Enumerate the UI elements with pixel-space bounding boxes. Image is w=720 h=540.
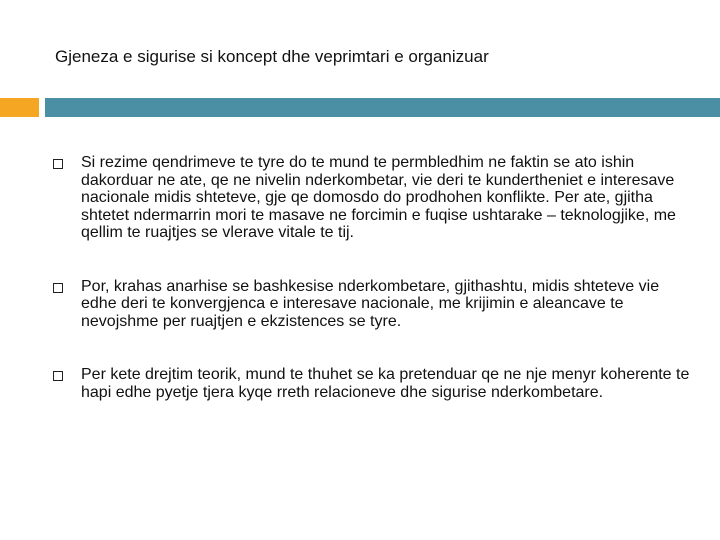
bullet-item bbox=[50, 366, 690, 401]
bullet-text: Por, krahas anarhise se bashkesise nderkombetare, gjithashtu, midis shteteve vie edhe deri te konvergjenca e interesave nacionale, me krijimin e aleancave te nevojshme per ruajtjen e ekzistences se tyre. bbox=[81, 277, 660, 330]
bullet-list bbox=[50, 154, 690, 401]
square-bullet-icon bbox=[53, 371, 63, 381]
slide-title: Gjeneza e sigurise si koncept dhe veprimtari e organizuar bbox=[55, 47, 489, 66]
bullet-item bbox=[50, 154, 690, 242]
bullet-text: Per kete drejtim teorik, mund te thuhet se ka pretenduar qe ne nje menyr koherente te hapi edhe pyetje tjera kyqe rreth relacioneve dhe sigurise nderkombetare. bbox=[81, 366, 690, 401]
bullet-item bbox=[50, 278, 690, 331]
bullet-text: Si rezime qendrimeve te tyre do te mund te permbledhim ne faktin se ato ishin dakorduar ne ate, qe ne nivelin nderkombetar, vie deri te kunderthеniet e interesave nacionale midis shteteve, gje qe domosdo do prodhohen konflikte. Per ate, gjitha shtetet ndermarrin mori te masave ne forcimin e fuqise ushtarake – teknologjike, me qellim te ruajtjes se vlerave vitale te tij. bbox=[81, 154, 676, 241]
square-bullet-icon bbox=[53, 283, 63, 293]
title-divider-bar bbox=[45, 98, 720, 117]
accent-bar bbox=[0, 98, 39, 117]
square-bullet-icon bbox=[53, 159, 63, 169]
